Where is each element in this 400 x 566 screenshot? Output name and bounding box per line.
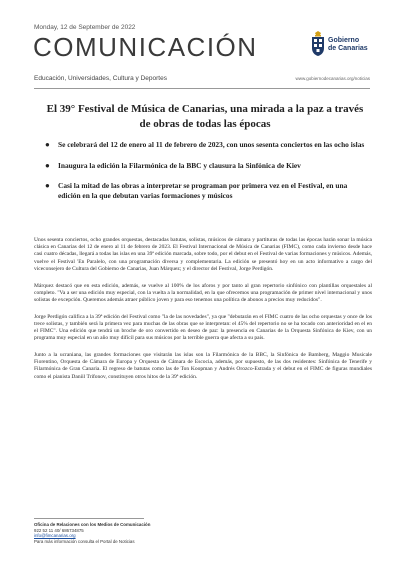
summary-bullet <box>45 160 370 171</box>
body-paragraph: Márquez destacó que en esta edición, además, se vuelve al 100% de los aforos y por tanto al gran repertorio sinfónico con plantillas orquestales al completo. "Va a ser una edición muy especial, con la vuelta a la normalidad, en la que ofrecemos una programación de primer nivel internacional y unos solistas de excepción. Queremos además atraer público joven y para eso tenemos una política de abonos a precios muy reducidos". <box>34 282 372 303</box>
coat-of-arms-icon <box>311 31 325 57</box>
logo-text <box>328 37 368 53</box>
body-paragraph: Unos sesenta conciertos, ocho grandes orquestas, destacadas batutas, solistas, músicos de cámara y partituras de todas las épocas harán sonar la música clásica en Canarias del 12 de enero al 11 de febrero de 2023. El Festival Internacional de Música de Canarias (FIMC), como cada invierno desde hace casi cuatro décadas, llegará a todas las islas en una 39ª edición marcada, sobre todo, por el debut en el Festival de varias formaciones y músicos. Además, vuelve el Festival 'En Paralelo, con una programación diversa y complementaria. La edición se presentó hoy en un acto informativo a cargo del viceconsejero de Cultura del Gobierno de Canarias, Juan Márquez; y el director del Festival, Jorge Perdigón. <box>34 237 372 272</box>
bullet-text: Casi la mitad de las obras a interpretar se programan por primera vez en el Festival, en una edición en la que debutan varias formaciones y músicos <box>58 181 348 200</box>
summary-bullet <box>45 181 370 201</box>
publication-date: Monday, 12 de September de 2022 <box>34 24 136 31</box>
footer-divider <box>34 518 144 519</box>
masthead-title: COMUNICACIÓN <box>33 32 258 62</box>
header-divider <box>34 88 370 89</box>
summary-bullet <box>45 140 370 150</box>
bullet-text: Inaugura la edición la Filarmónica de la BBC y clausura la Sinfónica de Kiev <box>58 160 301 170</box>
press-email-link[interactable]: info@fimcanarias.org <box>34 533 76 539</box>
bullet-icon: ● <box>45 160 50 170</box>
gobierno-canarias-logo[interactable] <box>311 31 371 59</box>
bullet-icon: ● <box>45 181 50 190</box>
department-name: Educación, Universidades, Cultura y Deportes <box>34 75 167 82</box>
bullet-text: Se celebrará del 12 de enero al 11 de febrero de 2023, con unos sesenta conciertos en las ocho islas <box>58 140 365 149</box>
article-body <box>34 237 372 390</box>
article-headline: El 39° Festival de Música de Canarias, una mirada a la paz a través de obras de todas las épocas <box>46 103 364 130</box>
press-contact <box>34 522 150 544</box>
body-paragraph: Jorge Perdigón califica a la 39ª edición del Festival como "la de las novedades", ya que "debutarán en el FIMC cuatro de las ocho orquestas y once de los trece solistas, y también será la primera vez para muchas de las obras que se interpretan: el 45% del repertorio no se ha tocado con anterioridad en el en el FIMC". Una edición que tendrá un broche de oro convertido en deseo de paz: la presencia en Canarias de la Orquesta Sinfónica de Kiev, con un programa muy especial en un año muy difícil para sus músicos por la terrible guerra que afecta a su país. <box>34 313 372 342</box>
bullet-icon: ● <box>45 140 50 149</box>
footer-note: Para más información consulta el Portal de Noticias <box>34 538 135 544</box>
logo-line-1: Gobierno <box>328 37 360 44</box>
body-paragraph: Junto a la ucraniana, las grandes formaciones que visitarán las islas son la Filarmónica de la BBC, la Sinfónica de Bamberg, Maggio Musicale Fiorentino, Orquesta de Cámara de Europa y Orquesta de Cámara de Escocia, además, por supuesto, de las dos residentes: Sinfónica de Tenerife y Filarmónica de Gran Canaria. El regreso de batutas como las de Ton Koopman y Andrés Orozco-Estrada y el debut en el FIMC de figuras mundiales como el pianista Daniil Trifonov, constituyen otros hitos de la 39ª edición. <box>34 351 372 380</box>
press-office-title: Oficina de Relaciones con los Medios de Comunicación <box>34 522 151 527</box>
logo-line-2: de Canarias <box>328 45 368 52</box>
press-phone: 922 52 11 40/ 686734875 <box>34 527 84 533</box>
summary-bullets <box>45 140 370 212</box>
news-portal-link[interactable]: www.gobiernodecanarias.org/noticias <box>295 76 370 81</box>
